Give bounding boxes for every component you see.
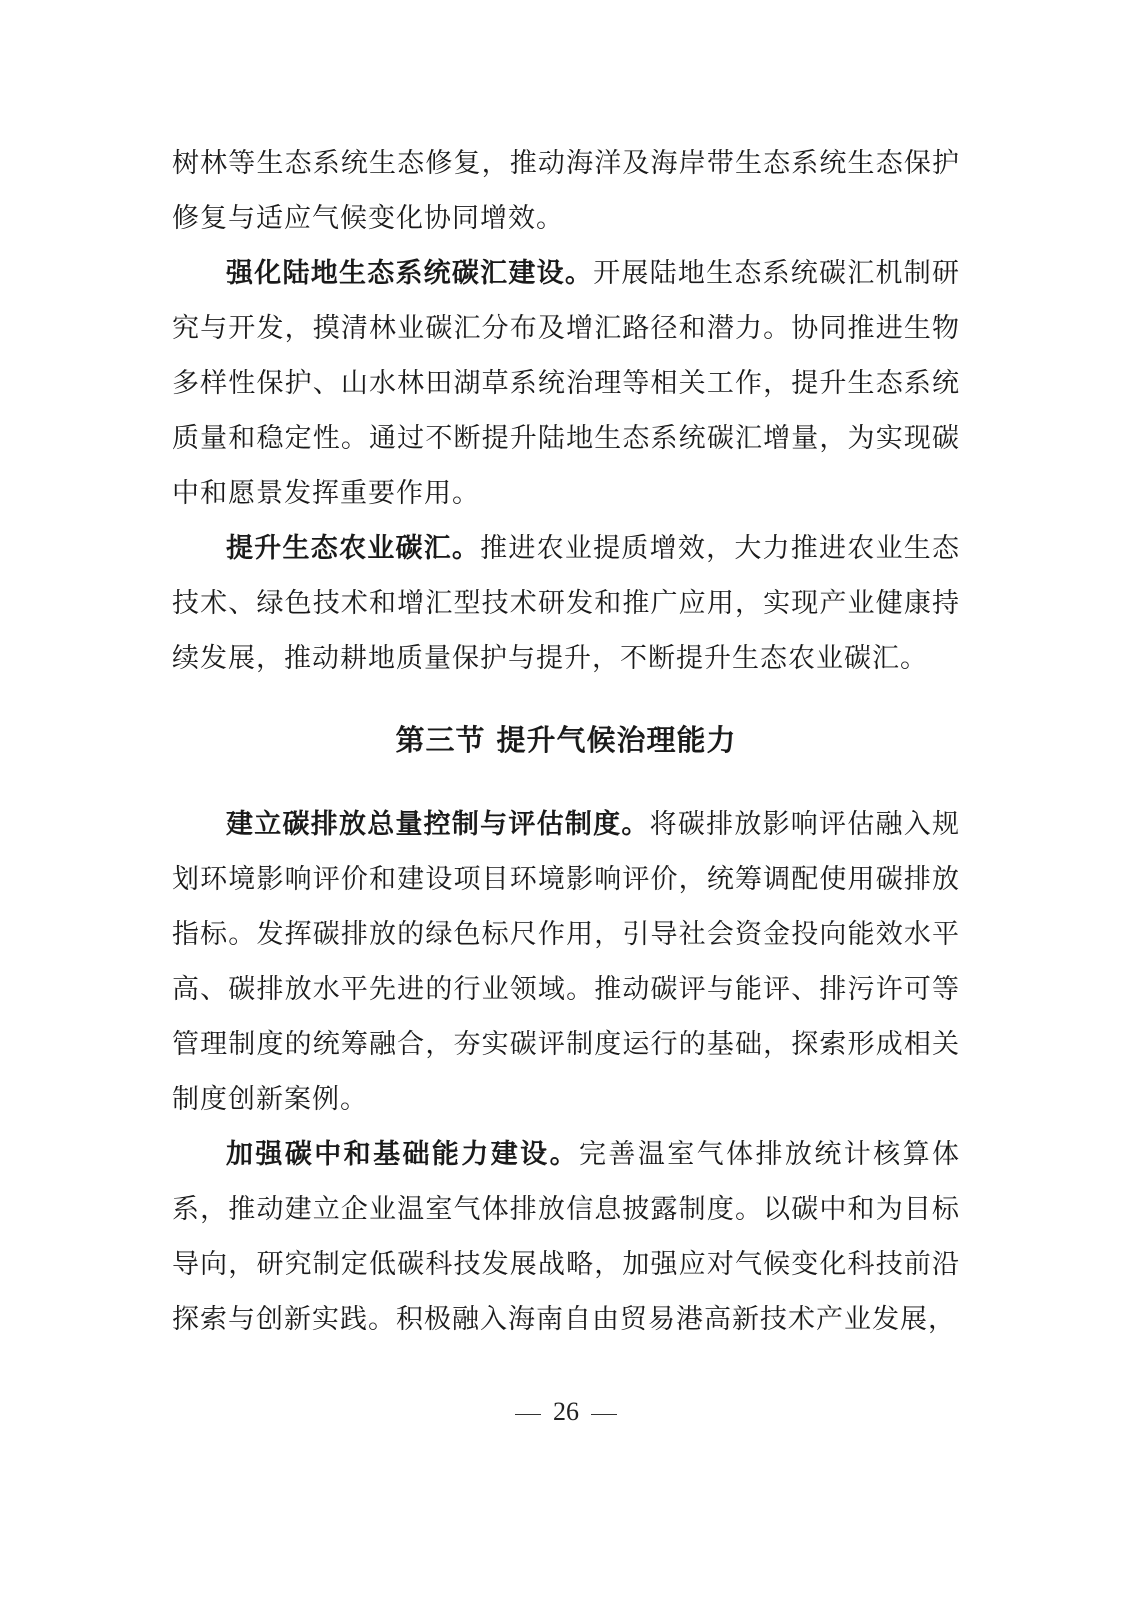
paragraph-continuation [172, 136, 960, 246]
section-title: 第三节 提升气候治理能力 [395, 723, 737, 757]
paragraph-agri-carbon-sink [172, 521, 960, 686]
paragraph-neutrality-capacity [172, 1127, 960, 1347]
paragraph-land-carbon-sink [172, 246, 960, 521]
footer-dash-right [591, 1414, 617, 1415]
footer-dash-left [515, 1414, 541, 1415]
page-number: 26 [553, 1397, 579, 1426]
paragraph-body: 完善温室气体排放统计核算体系，推动建立企业温室气体排放信息披露制度。以碳中和为目标导向，研究制定低碳科技发展战略，加强应对气候变化科技前沿探索与创新实践。积极融入海南自由贸易港高新技术产业发展， [172, 1139, 960, 1335]
body-text-bottom [172, 797, 960, 1347]
page-footer [0, 1392, 1132, 1432]
paragraph-lead: 建立碳排放总量控制与评估制度。 [226, 809, 650, 840]
paragraph-lead: 强化陆地生态系统碳汇建设。 [226, 258, 594, 289]
paragraph-body: 树林等生态系统生态修复，推动海洋及海岸带生态系统生态保护修复与适应气候变化协同增效。 [172, 148, 960, 234]
paragraph-lead: 提升生态农业碳汇。 [226, 533, 481, 564]
paragraph-emission-control [172, 797, 960, 1127]
paragraph-body: 将碳排放影响评估融入规划环境影响评价和建设项目环境影响评价，统筹调配使用碳排放指标。发挥碳排放的绿色标尺作用，引导社会资金投向能效水平高、碳排放水平先进的行业领域。推动碳评与能评、排污许可等管理制度的统筹融合，夯实碳评制度运行的基础，探索形成相关制度创新案例。 [172, 809, 961, 1115]
paragraph-lead: 加强碳中和基础能力建设。 [226, 1139, 579, 1170]
paragraph-body: 推进农业提质增效，大力推进农业生态技术、绿色技术和增汇型技术研发和推广应用，实现产业健康持续发展，推动耕地质量保护与提升，不断提升生态农业碳汇。 [172, 533, 961, 674]
paragraph-body: 开展陆地生态系统碳汇机制研究与开发，摸清林业碳汇分布及增汇路径和潜力。协同推进生物多样性保护、山水林田湖草系统治理等相关工作，提升生态系统质量和稳定性。通过不断提升陆地生态系统碳汇增量，为实现碳中和愿景发挥重要作用。 [172, 258, 961, 509]
body-text-top [172, 136, 960, 686]
